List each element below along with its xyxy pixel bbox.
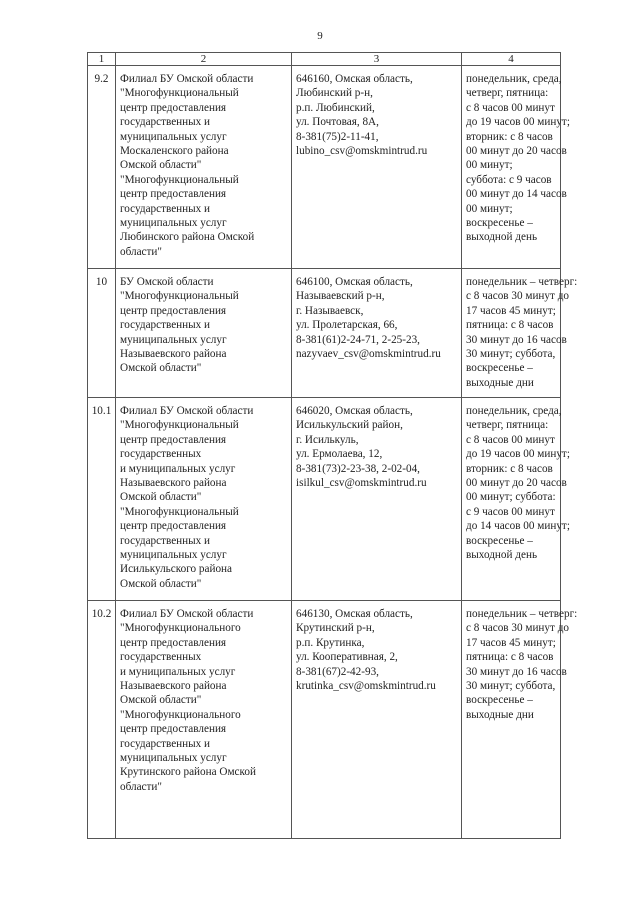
address-contacts-line: 8-381(75)2-11-41, [296, 130, 379, 143]
address-contacts-line: Крутинский р-н, [296, 622, 375, 635]
organization-name-line: государственных и [120, 737, 211, 750]
organization-name-line: Омской области" [120, 491, 202, 504]
working-hours-line: 17 часов 45 минут; [466, 636, 556, 649]
working-hours-line: воскресенье – [466, 694, 533, 707]
address-contacts-line: Называевский р-н, [296, 290, 385, 303]
organization-name-line: области" [120, 780, 162, 793]
organization-name-line: Омской области" [120, 159, 202, 172]
organization-name-line: Омской области" [120, 362, 202, 375]
organization-name-line: "Многофункциональный [120, 505, 239, 518]
organization-name-line: Москаленского района [120, 145, 229, 158]
working-hours-line: с 9 часов 00 минут [466, 505, 555, 518]
table-row [88, 269, 561, 398]
address-contacts-cell [292, 66, 462, 269]
address-contacts-line: 8-381(73)2-23-38, 2-02-04, [296, 462, 420, 475]
address-contacts-cell [292, 398, 462, 601]
address-contacts-line: г. Исилькуль, [296, 433, 359, 446]
working-hours-line: 00 минут; [466, 202, 513, 215]
working-hours-line: воскресенье – [466, 217, 533, 230]
organization-name-line: Исилькульского района [120, 563, 232, 576]
working-hours-line: вторник: с 8 часов [466, 462, 553, 475]
address-contacts-line: 646130, Омская область, [296, 608, 413, 620]
working-hours-line: пятница: с 8 часов [466, 651, 554, 664]
address-contacts-line: р.п. Любинский, [296, 101, 375, 114]
address-contacts-line: ул. Пролетарская, 66, [296, 319, 398, 332]
working-hours-line: выходные дни [466, 708, 534, 721]
address-contacts-line: р.п. Крутинка, [296, 636, 365, 649]
organization-name-line: государственных и [120, 202, 211, 215]
organization-name-line: государственных и [120, 319, 211, 332]
organization-name-line: Филиал БУ Омской области [120, 73, 254, 85]
working-hours-line: 30 минут до 16 часов [466, 665, 567, 678]
row-number: 9.2 [88, 66, 116, 269]
organization-name-line: "Многофункционального [120, 622, 241, 635]
table-row [88, 601, 561, 839]
organization-name-line: "Многофункциональный [120, 173, 239, 186]
organization-name-line: области" [120, 245, 162, 258]
organization-name-line: и муниципальных услуг [120, 665, 236, 678]
branches-table [87, 52, 578, 839]
organization-name-line: Называевского района [120, 477, 227, 490]
working-hours-line: понедельник – четверг: [466, 276, 578, 288]
page-number: 9 [317, 30, 323, 42]
organization-name-line: центр предоставления [120, 636, 227, 649]
working-hours-line: выходной день [466, 231, 538, 244]
address-contacts-line: Исилькульский район, [296, 419, 403, 432]
organization-name-line: государственных [120, 448, 202, 461]
organization-name-line: Любинского района Омской [120, 231, 255, 244]
address-contacts-cell [292, 601, 462, 839]
organization-name-line: государственных [120, 651, 202, 664]
working-hours-line: четверг, пятница: [466, 87, 549, 100]
organization-name-line: Крутинского района Омской [120, 766, 256, 779]
table-row [88, 66, 561, 269]
working-hours-cell [462, 398, 570, 601]
working-hours-cell [462, 66, 570, 269]
working-hours-line: до 14 часов 00 минут; [466, 520, 570, 533]
address-contacts-line: nazyvaev_csv@omskmintrud.ru [296, 348, 441, 361]
working-hours-line: суббота: с 9 часов [466, 173, 552, 186]
address-contacts-line: 8-381(61)2-24-71, 2-25-23, [296, 333, 420, 346]
working-hours-cell [462, 601, 578, 839]
header-row [88, 53, 561, 66]
working-hours-line: 30 минут до 16 часов [466, 333, 567, 346]
row-number: 10.1 [88, 398, 116, 601]
address-contacts-line: ул. Кооперативная, 2, [296, 651, 398, 664]
row-number: 10.2 [88, 601, 116, 839]
working-hours-line: четверг, пятница: [466, 419, 549, 432]
working-hours-line: до 19 часов 00 минут; [466, 448, 570, 461]
organization-name-line: Омской области" [120, 577, 202, 590]
working-hours-line: с 8 часов 00 минут [466, 101, 555, 114]
organization-name-line: "Многофункционального [120, 708, 241, 721]
organization-name-cell [116, 398, 292, 601]
working-hours-line: 00 минут до 20 часов [466, 477, 567, 490]
organization-name-line: муниципальных услуг [120, 130, 227, 143]
organization-name-line: государственных и [120, 534, 211, 547]
working-hours-line: выходные дни [466, 376, 534, 389]
header-cell: 2 [116, 53, 292, 66]
address-contacts-line: lubino_csv@omskmintrud.ru [296, 145, 428, 158]
address-contacts-line: ул. Ермолаева, 12, [296, 448, 383, 461]
address-contacts-line: 8-381(67)2-42-93, [296, 665, 379, 678]
working-hours-line: с 8 часов 30 минут до [466, 622, 569, 635]
address-contacts-line: krutinka_csv@omskmintrud.ru [296, 680, 436, 693]
organization-name-line: "Многофункциональный [120, 419, 239, 432]
working-hours-line: понедельник, среда, [466, 73, 562, 85]
working-hours-line: 30 минут; суббота, [466, 680, 556, 693]
organization-name-line: центр предоставления [120, 188, 227, 201]
working-hours-line: понедельник, среда, [466, 405, 562, 417]
working-hours-line: с 8 часов 30 минут до [466, 290, 569, 303]
organization-name-line: Филиал БУ Омской области [120, 405, 254, 417]
address-contacts-line: г. Называевск, [296, 304, 364, 317]
organization-name-cell [116, 66, 292, 269]
working-hours-line: 00 минут до 20 часов [466, 145, 567, 158]
organization-name-line: и муниципальных услуг [120, 462, 236, 475]
header-cell: 3 [292, 53, 462, 66]
header-cell: 4 [462, 53, 561, 66]
organization-name-line: государственных и [120, 116, 211, 129]
address-contacts-line: isilkul_csv@omskmintrud.ru [296, 477, 427, 490]
organization-name-line: муниципальных услуг [120, 549, 227, 562]
working-hours-line: 00 минут; суббота: [466, 491, 556, 504]
organization-name-line: центр предоставления [120, 101, 227, 114]
address-contacts-line: Любинский р-н, [296, 87, 373, 100]
organization-name-line: Омской области" [120, 694, 202, 707]
working-hours-line: понедельник – четверг: [466, 608, 578, 620]
working-hours-line: 30 минут; суббота, [466, 348, 556, 361]
working-hours-line: воскресенье – [466, 534, 533, 547]
header-cell: 1 [88, 53, 116, 66]
row-number: 10 [88, 269, 116, 398]
working-hours-line: 17 часов 45 минут; [466, 304, 556, 317]
organization-name-line: центр предоставления [120, 304, 227, 317]
organization-name-line: муниципальных услуг [120, 333, 227, 346]
organization-name-line: муниципальных услуг [120, 217, 227, 230]
organization-name-line: центр предоставления [120, 723, 227, 736]
organization-name-line: Называевского района [120, 348, 227, 361]
organization-name-line: муниципальных услуг [120, 752, 227, 765]
working-hours-line: воскресенье – [466, 362, 533, 375]
organization-name-line: "Многофункциональный [120, 290, 239, 303]
organization-name-line: центр предоставления [120, 433, 227, 446]
working-hours-line: 00 минут до 14 часов [466, 188, 567, 201]
organization-name-line: "Многофункциональный [120, 87, 239, 100]
address-contacts-line: 646100, Омская область, [296, 276, 413, 288]
table-row [88, 398, 561, 601]
organization-name-cell [116, 601, 292, 839]
organization-name-cell [116, 269, 292, 398]
organization-name-line: центр предоставления [120, 520, 227, 533]
address-contacts-line: ул. Почтовая, 8А, [296, 116, 379, 129]
working-hours-cell [462, 269, 578, 398]
working-hours-line: 00 минут; [466, 159, 513, 172]
working-hours-line: с 8 часов 00 минут [466, 433, 555, 446]
working-hours-line: выходной день [466, 549, 538, 562]
working-hours-line: вторник: с 8 часов [466, 130, 553, 143]
organization-name-line: Называевского района [120, 680, 227, 693]
address-contacts-line: 646160, Омская область, [296, 73, 413, 85]
working-hours-line: до 19 часов 00 минут; [466, 116, 570, 129]
address-contacts-cell [292, 269, 462, 398]
organization-name-line: Филиал БУ Омской области [120, 608, 254, 620]
address-contacts-line: 646020, Омская область, [296, 405, 413, 417]
working-hours-line: пятница: с 8 часов [466, 319, 554, 332]
organization-name-line: БУ Омской области [120, 276, 214, 288]
